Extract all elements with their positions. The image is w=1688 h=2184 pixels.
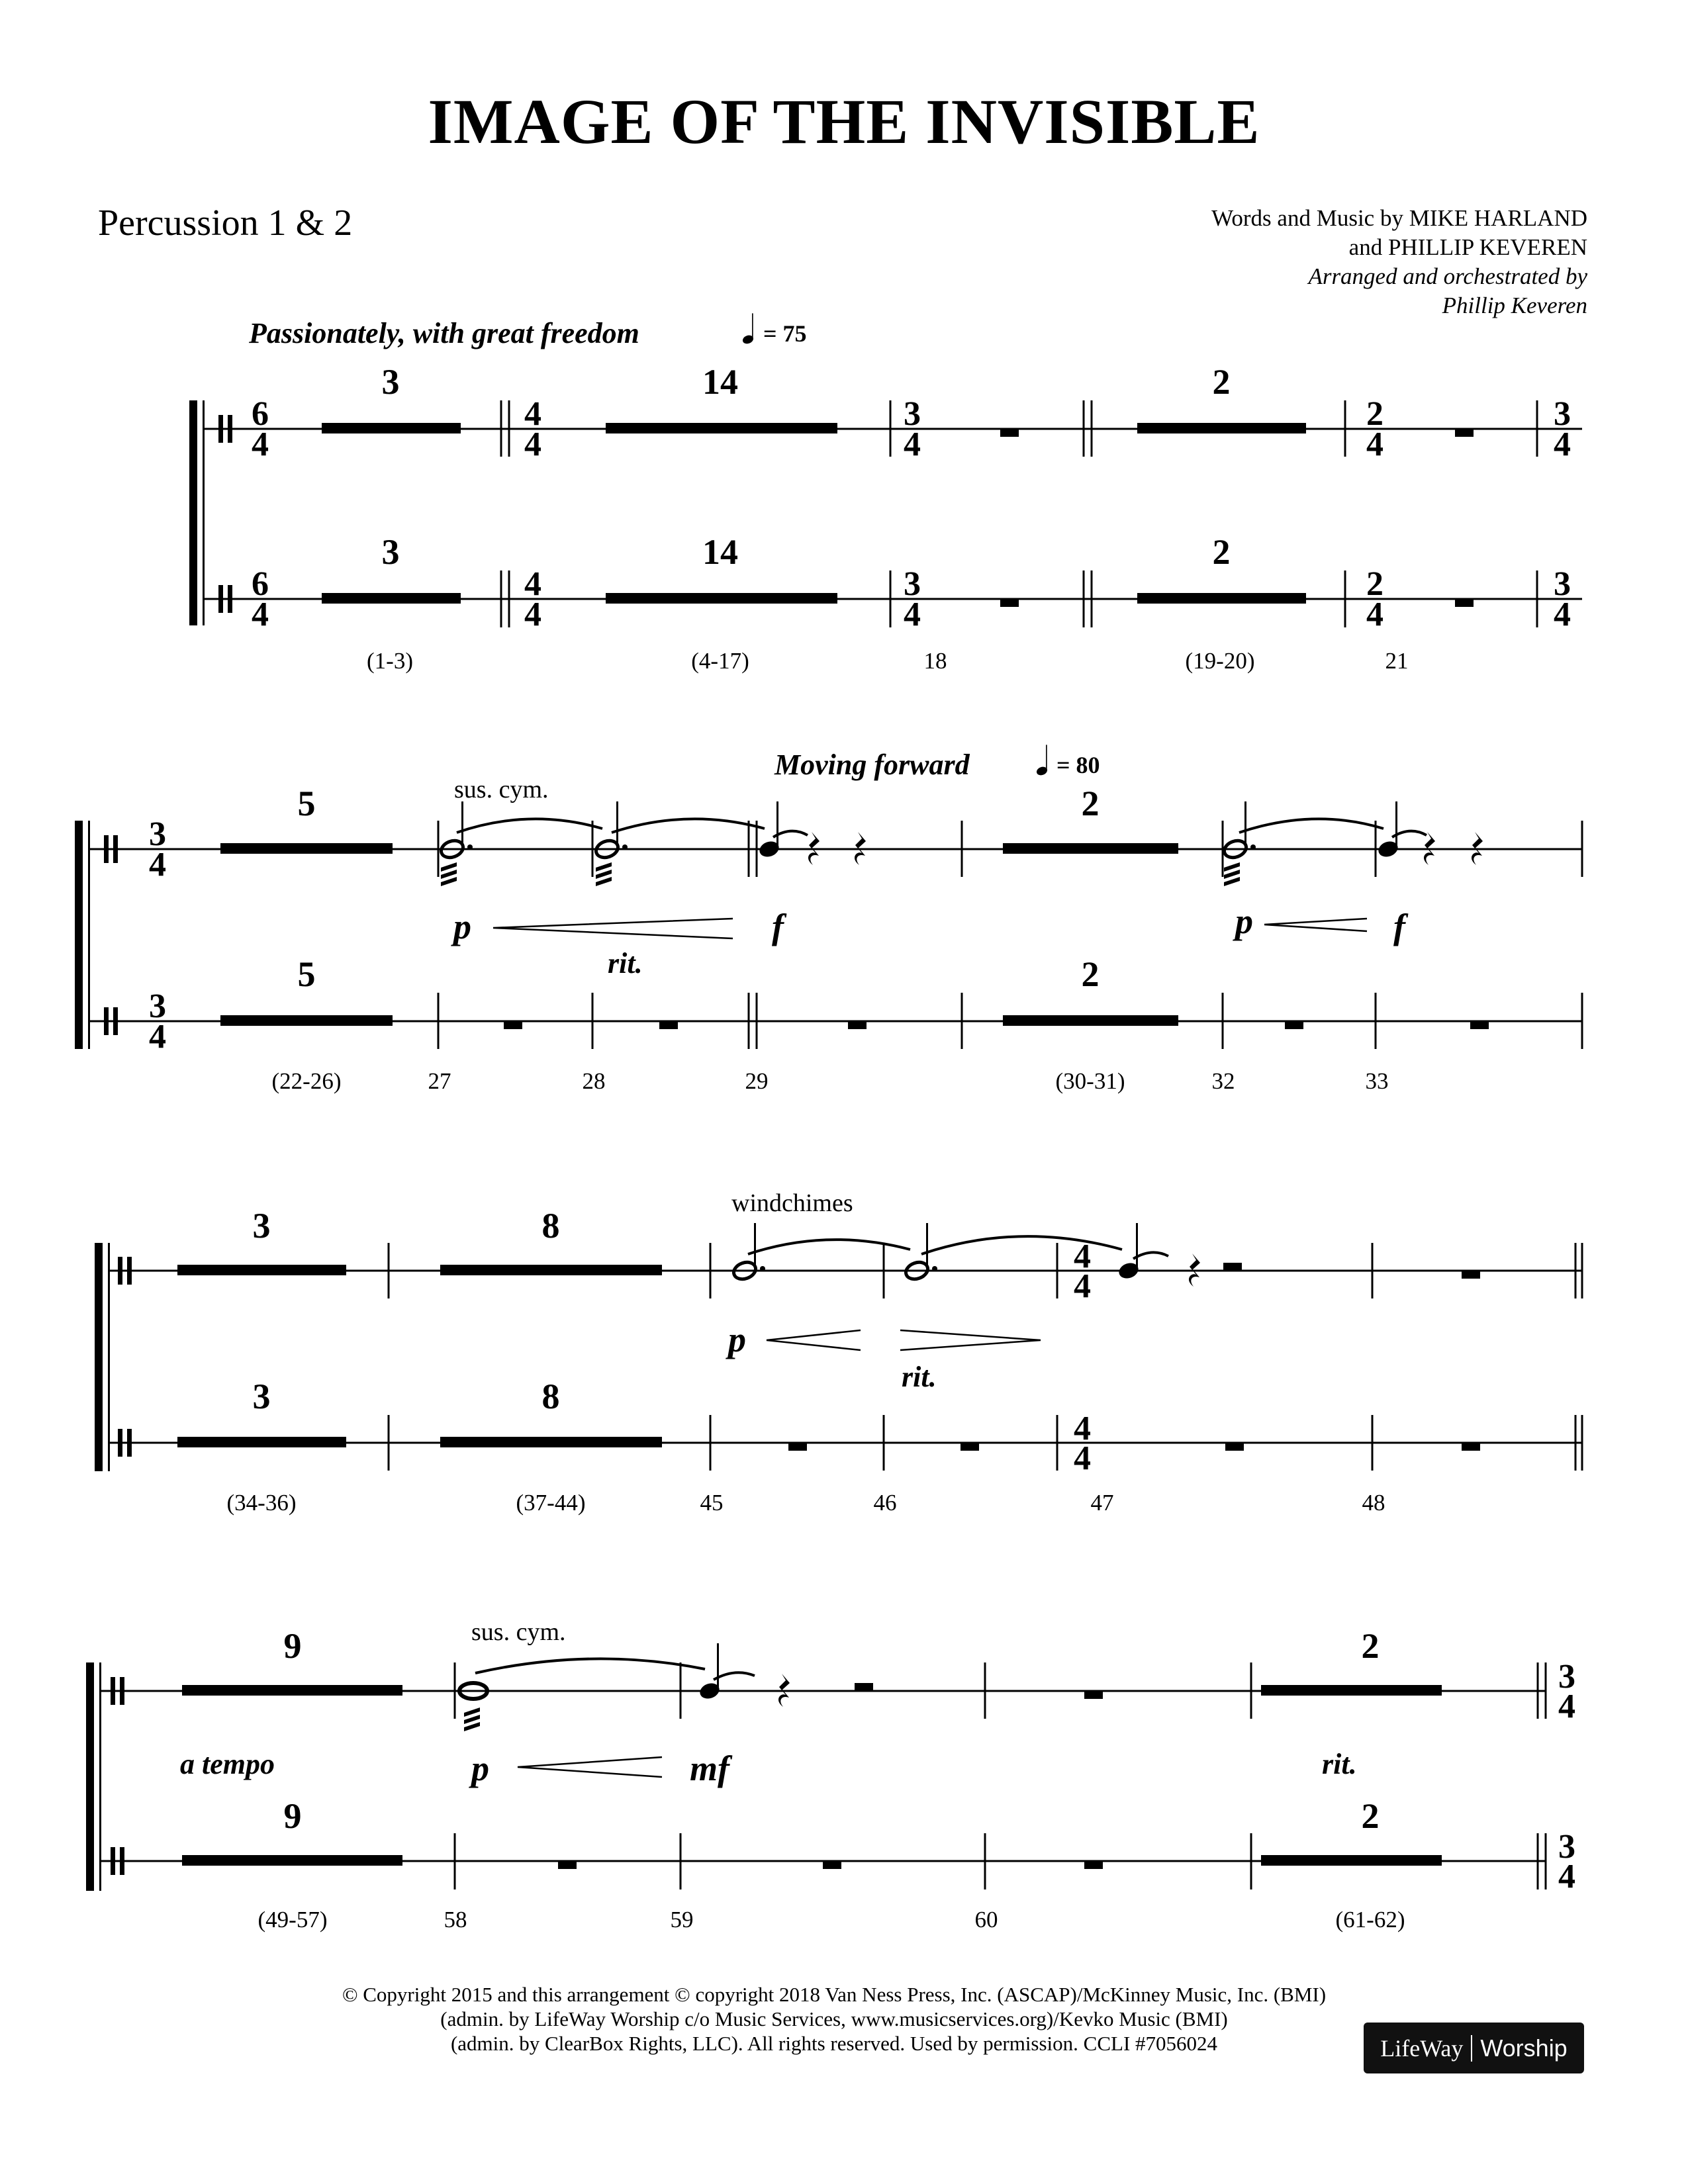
measure-number: 32 (1211, 1068, 1235, 1094)
timesig-4-4-top-s3: 4 (1074, 1238, 1091, 1275)
system-3 (95, 1189, 1582, 1516)
measure-number: 28 (582, 1068, 606, 1094)
part-name: Percussion 1 & 2 (98, 203, 353, 244)
copyright-line-1: © Copyright 2015 and this arrangement © copyright 2018 Van Ness Press, Inc. (ASCAP)/McKinney Music, Inc. (BMI) (342, 1983, 1327, 2006)
multirest-count: 2 (1081, 784, 1100, 823)
timesig-3-4-top-end-2: 3 (1554, 565, 1571, 603)
timesig-3-4-top-s2b: 3 (149, 987, 166, 1025)
timesig-3-4-bottom-s2: 4 (149, 846, 166, 884)
multirest-count: 9 (283, 1626, 302, 1666)
timesig-3-4-top-s4: 3 (1558, 1658, 1575, 1696)
a-tempo-marking: a tempo (180, 1748, 275, 1780)
dynamic-marking: p (728, 1320, 746, 1359)
copyright-line-3: (admin. by ClearBox Rights, LLC). All rights reserved. Used by permission. CCLI #7056024 (450, 2032, 1218, 2055)
logo-lifeway: LifeWay (1380, 2034, 1464, 2062)
quarter-note (698, 1643, 722, 1701)
multirest-count: 14 (702, 532, 738, 572)
timesig-3-4-bottom: 4 (904, 426, 921, 463)
timesig-3-4-top-2: 3 (904, 565, 921, 603)
dynamic-marking: mf (690, 1749, 729, 1788)
measure-number: (49-57) (258, 1907, 328, 1933)
rit-marking: rit. (608, 947, 643, 979)
multirest-count: 8 (541, 1377, 560, 1416)
multirest-count: 14 (702, 362, 738, 402)
credits-line-4: Phillip Keveren (1442, 293, 1587, 318)
multirest-count: 2 (1081, 954, 1100, 994)
timesig-2-4-bottom-2: 4 (1366, 596, 1383, 633)
system-4 (86, 1618, 1575, 1933)
tempo-marking: Moving forward (774, 749, 970, 781)
measure-number: 46 (873, 1490, 897, 1516)
measure-number: 45 (700, 1490, 724, 1516)
timesig-3-4-top-s2: 3 (149, 815, 166, 853)
measure-number: (61-62) (1335, 1907, 1405, 1933)
system-2 (75, 745, 1582, 1094)
multirest-count: 3 (381, 532, 400, 572)
timesig-4-4-top-s3b: 4 (1074, 1410, 1091, 1447)
credits-line-3: Arranged and orchestrated by (1308, 263, 1587, 289)
measure-number: 60 (974, 1907, 998, 1933)
timesig-6-4-top: 6 (252, 395, 269, 433)
multirest (177, 1265, 662, 1447)
measure-number: (4-17) (691, 648, 749, 674)
timesig-2-4-top-2: 2 (1366, 565, 1383, 603)
dynamic-marking: p (453, 907, 471, 946)
timesig-4-4-bottom-s3: 4 (1074, 1267, 1091, 1305)
multirest-count: 5 (297, 784, 316, 823)
quarter-note (1117, 1223, 1141, 1281)
measure-number: (34-36) (226, 1490, 297, 1516)
measure-number: 47 (1090, 1490, 1114, 1516)
logo-divider (1471, 2035, 1472, 2062)
timesig-4-4-top: 4 (524, 395, 541, 433)
timesig-6-4-top-2: 6 (252, 565, 269, 603)
timesig-3-4-bottom-s2b: 4 (149, 1018, 166, 1056)
dynamic-marking: p (471, 1749, 489, 1788)
measure-number: 59 (670, 1907, 694, 1933)
multirest-count: 2 (1212, 362, 1231, 402)
timesig-3-4-bottom-2: 4 (904, 596, 921, 633)
measure-number: 29 (745, 1068, 769, 1094)
timesig-3-4-top-end: 3 (1554, 395, 1571, 433)
timesig-3-4-bottom-end: 4 (1554, 426, 1571, 463)
timesig-4-4-bottom-2: 4 (524, 596, 541, 633)
timesig-3-4-bottom-end-2: 4 (1554, 596, 1571, 633)
measure-number: (22-26) (271, 1068, 342, 1094)
tempo-bpm: = 75 (763, 320, 807, 347)
multirest-count: 9 (283, 1796, 302, 1836)
measure-number: 58 (444, 1907, 467, 1933)
multirest (182, 1685, 1442, 1866)
measure-number: 27 (428, 1068, 451, 1094)
measure-number: (1-3) (367, 648, 413, 674)
copyright-line-2: (admin. by LifeWay Worship c/o Music Services, www.musicservices.org)/Kevko Music (BMI) (440, 2007, 1228, 2030)
measure-number: (19-20) (1185, 648, 1255, 674)
timesig-3-4-bottom-s4b: 4 (1558, 1858, 1575, 1895)
copyright-notice (212, 1982, 1456, 2056)
credits-line-1: Words and Music by MIKE HARLAND (1211, 205, 1587, 231)
timesig-6-4-bottom-2: 4 (252, 596, 269, 633)
timesig-4-4-bottom-s3b: 4 (1074, 1439, 1091, 1477)
measure-number: 48 (1362, 1490, 1385, 1516)
credits-line-2: and PHILLIP KEVEREN (1348, 234, 1587, 260)
instrument-label: sus. cym. (454, 776, 549, 803)
logo-worship: Worship (1480, 2034, 1568, 2062)
quarter-note (757, 801, 781, 859)
lifeway-worship-logo (1364, 2023, 1584, 2073)
quarter-note (1376, 801, 1400, 859)
multirest-count: 2 (1212, 532, 1231, 572)
timesig-6-4-bottom: 4 (252, 426, 269, 463)
instrument-label: sus. cym. (471, 1618, 566, 1646)
timesig-2-4-top: 2 (1366, 395, 1383, 433)
tempo-marking: Passionately, with great freedom (249, 317, 639, 349)
measure-number: 18 (923, 648, 947, 674)
dynamic-marking: f (772, 907, 784, 946)
rit-marking: rit. (1322, 1748, 1357, 1780)
multirest-count: 2 (1361, 1796, 1380, 1836)
rit-marking: rit. (902, 1361, 937, 1393)
multirest-count: 3 (381, 362, 400, 402)
instrument-label: windchimes (731, 1189, 853, 1217)
timesig-4-4-top-2: 4 (524, 565, 541, 603)
multirest-count: 2 (1361, 1626, 1380, 1666)
multirest-count: 3 (252, 1377, 271, 1416)
song-title: IMAGE OF THE INVISIBLE (428, 86, 1260, 157)
dynamic-marking: p (1235, 901, 1253, 941)
measure-number: (37-44) (516, 1490, 586, 1516)
measure-number: 33 (1365, 1068, 1389, 1094)
measure-number: 21 (1385, 648, 1409, 674)
multirest-count: 5 (297, 954, 316, 994)
measure-number: (30-31) (1055, 1068, 1125, 1094)
timesig-3-4-top: 3 (904, 395, 921, 433)
timesig-2-4-bottom: 4 (1366, 426, 1383, 463)
timesig-3-4-top-s4b: 3 (1558, 1828, 1575, 1866)
timesig-4-4-bottom: 4 (524, 426, 541, 463)
timesig-3-4-bottom-s4: 4 (1558, 1688, 1575, 1725)
multirest-count: 3 (252, 1206, 271, 1246)
dynamic-marking: f (1393, 907, 1405, 946)
multirest (322, 423, 1306, 604)
tempo-bpm: = 80 (1056, 752, 1100, 778)
system-1 (189, 313, 1582, 674)
multirest (220, 843, 1178, 1026)
multirest-count: 8 (541, 1206, 560, 1246)
